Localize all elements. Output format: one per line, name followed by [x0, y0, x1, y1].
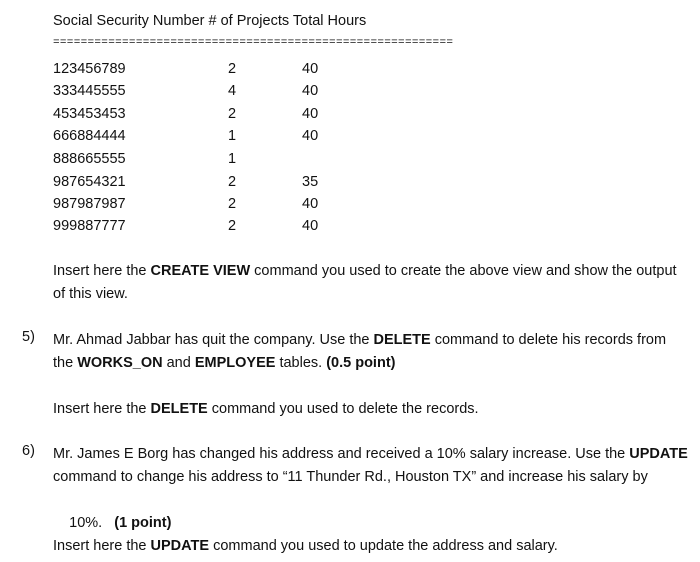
hours-cell: 35 [302, 174, 319, 190]
question-5-number: 5) [22, 329, 35, 345]
hours-cell: 40 [302, 83, 319, 99]
works-on-table-name: WORKS_ON [77, 355, 163, 371]
ssn-cell: 666884444 [53, 128, 126, 144]
hours-cell: 40 [302, 106, 319, 122]
table-divider: ========================================================== [53, 37, 454, 49]
ssn-cell: 453453453 [53, 106, 126, 122]
ssn-cell: 888665555 [53, 151, 126, 167]
hours-cell: 40 [302, 128, 319, 144]
ssn-cell: 333445555 [53, 83, 126, 99]
question-5-text: Mr. Ahmad Jabbar has quit the company. Use the DELETE command to delete his records from the WORKS_ON and EMPLOYEE tables. (0.5 point) [53, 332, 667, 371]
projects-cell: 2 [228, 196, 237, 212]
question-6-text: Mr. James E Borg has changed his address and received a 10% salary increase. Use the UPDATE command to change his address to “11 Thunder Rd., Houston TX” and increase his salary by 10%. (1 point) [53, 446, 688, 531]
create-view-keyword: CREATE VIEW [150, 263, 251, 279]
question-5-points: (0.5 point) [326, 355, 396, 371]
hours-cell: 40 [302, 196, 319, 212]
question-6-points: (1 point) [114, 515, 172, 531]
projects-cell: 4 [228, 83, 237, 99]
question-5-insert-instruction: Insert here the DELETE command you used to delete the records. [53, 401, 479, 417]
hours-cell: 40 [302, 61, 319, 77]
table-header: Social Security Number # of Projects Total Hours [53, 13, 367, 29]
projects-cell: 2 [228, 174, 237, 190]
insert-view-instruction: Insert here the CREATE VIEW command you used to create the above view and show the output of this view. [53, 263, 677, 302]
projects-cell: 2 [228, 106, 237, 122]
update-keyword: UPDATE [629, 446, 688, 462]
projects-cell: 2 [228, 61, 237, 77]
hours-cell: 40 [302, 218, 319, 234]
employee-table-name: EMPLOYEE [194, 355, 276, 371]
ssn-cell: 999887777 [53, 218, 126, 234]
question-6-number: 6) [22, 443, 35, 459]
projects-cell: 1 [228, 151, 237, 167]
delete-keyword: DELETE [373, 332, 431, 348]
question-6-insert-instruction: Insert here the UPDATE command you used to update the address and salary. [53, 538, 558, 554]
projects-cell: 2 [228, 218, 237, 234]
ssn-cell: 987654321 [53, 174, 126, 190]
ssn-cell: 987987987 [53, 196, 126, 212]
ssn-cell: 123456789 [53, 61, 126, 77]
projects-cell: 1 [228, 128, 237, 144]
